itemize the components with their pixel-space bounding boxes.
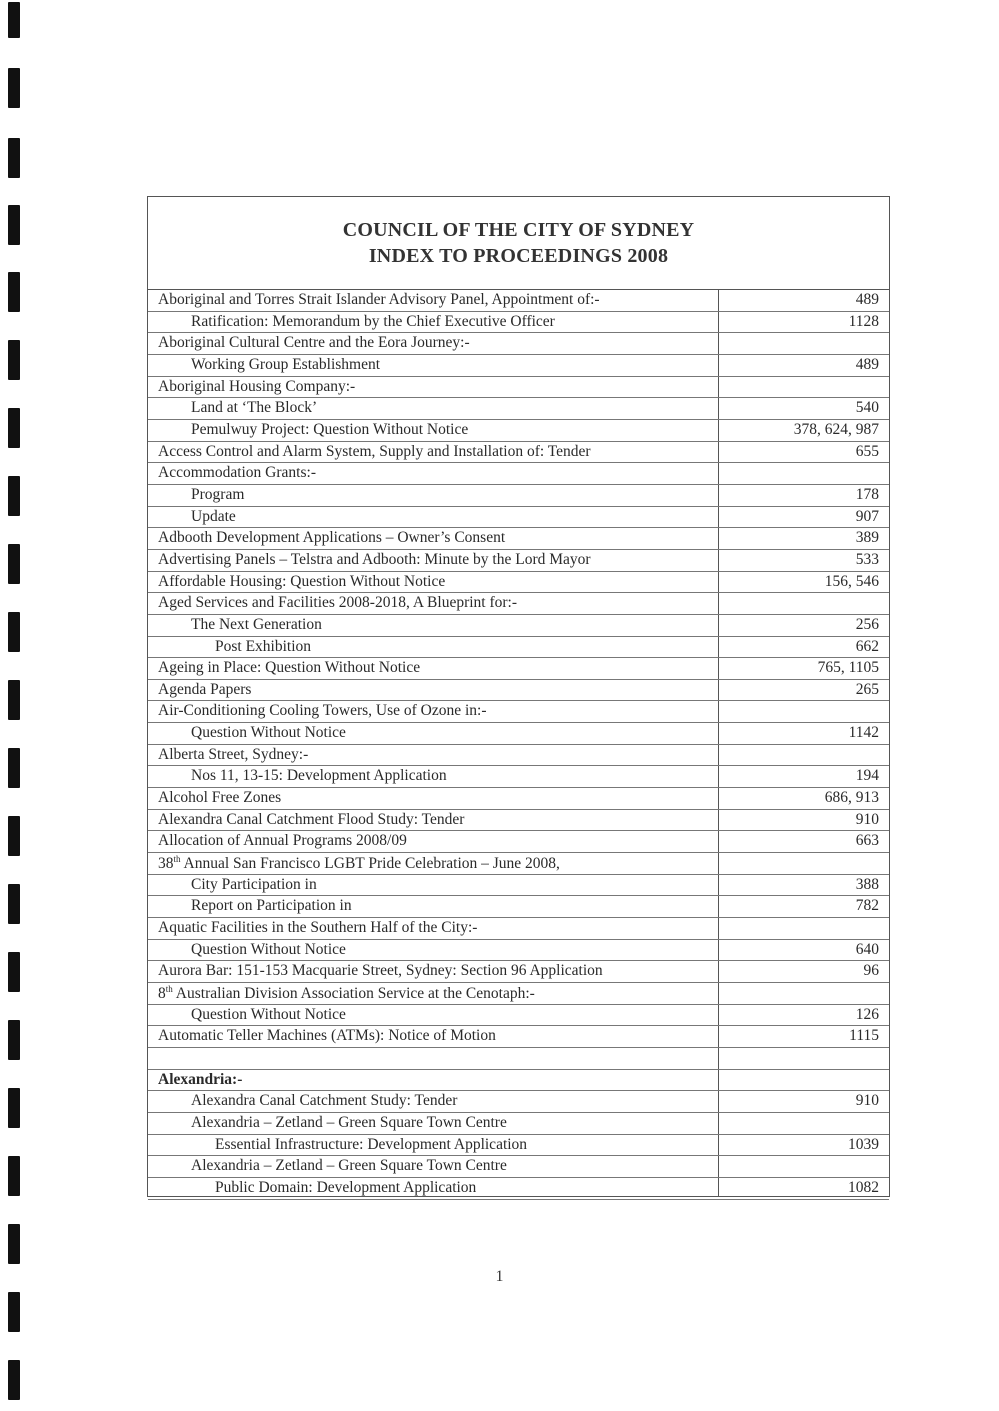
entry-text: Land at ‘The Block’ xyxy=(191,399,318,417)
entry-pages: 540 xyxy=(855,399,879,417)
entry-pages: 1039 xyxy=(848,1135,879,1153)
document-title: COUNCIL OF THE CITY OF SYDNEY xyxy=(342,219,695,241)
entry-text: The Next Generation xyxy=(191,615,322,633)
index-row xyxy=(148,1156,889,1178)
entry-text: Air-Conditioning Cooling Towers, Use of Ozone in:- xyxy=(158,702,487,720)
entry-pages: 388 xyxy=(855,875,879,893)
entry-pages: 662 xyxy=(855,637,879,655)
index-row xyxy=(148,463,889,485)
entry-pages: 489 xyxy=(855,355,879,373)
entry-pages: 655 xyxy=(855,442,879,460)
page-number: 1 xyxy=(495,1268,504,1285)
entry-pages: 907 xyxy=(855,507,879,525)
binder-mark xyxy=(8,340,20,380)
entry-ordinal-number: 38 xyxy=(158,855,174,873)
index-row xyxy=(148,896,889,918)
binder-mark xyxy=(8,816,20,856)
entry-pages: 640 xyxy=(855,940,879,958)
entry-text-rest: Australian Division Association Service at the Cenotaph:- xyxy=(172,985,535,1003)
index-row xyxy=(148,377,889,399)
binder-mark xyxy=(8,612,20,652)
index-row xyxy=(148,333,889,355)
entry-text: Affordable Housing: Question Without Notice xyxy=(158,572,446,590)
entry-text: Accommodation Grants:- xyxy=(158,464,316,482)
index-row xyxy=(148,1070,889,1092)
entry-pages: 96 xyxy=(863,962,879,980)
index-row xyxy=(148,572,889,594)
ordinal-suffix: th xyxy=(165,984,173,994)
entry-text: Aurora Bar: 151-153 Macquarie Street, Sydney: Section 96 Application xyxy=(158,962,603,980)
index-row xyxy=(148,398,889,420)
entry-text: Public Domain: Development Application xyxy=(215,1178,477,1196)
index-row xyxy=(148,507,889,529)
entry-pages: 265 xyxy=(855,680,879,698)
entry-text: Question Without Notice xyxy=(191,1005,346,1023)
index-row xyxy=(148,983,889,1005)
index-row xyxy=(148,701,889,723)
document-subtitle: INDEX TO PROCEEDINGS 2008 xyxy=(368,245,669,267)
index-row xyxy=(148,1048,889,1070)
binder-mark xyxy=(8,544,20,584)
entry-text xyxy=(158,854,560,873)
entry-text: Alexandra Canal Catchment Flood Study: Tender xyxy=(158,810,465,828)
entry-text: Pemulwuy Project: Question Without Notice xyxy=(191,420,469,438)
entry-text: Ageing in Place: Question Without Notice xyxy=(158,659,421,677)
entry-pages: 686, 913 xyxy=(824,789,879,807)
index-row xyxy=(148,831,889,853)
index-row xyxy=(148,940,889,962)
index-row xyxy=(148,442,889,464)
entry-pages: 126 xyxy=(855,1005,879,1023)
entry-pages: 256 xyxy=(855,615,879,633)
entry-pages: 389 xyxy=(855,529,879,547)
entry-text: Program xyxy=(191,485,245,503)
entry-text: Access Control and Alarm System, Supply and Installation of: Tender xyxy=(158,442,591,460)
entry-pages: 489 xyxy=(855,291,879,308)
entry-text: Aboriginal and Torres Strait Islander Advisory Panel, Appointment of:- xyxy=(158,291,600,308)
entry-pages: 1115 xyxy=(849,1027,879,1045)
index-row xyxy=(148,766,889,788)
ordinal-suffix: th xyxy=(173,854,181,865)
index-row xyxy=(148,312,889,334)
entry-text: Update xyxy=(191,507,236,525)
entry-pages: 910 xyxy=(855,1092,879,1110)
index-row xyxy=(148,615,889,637)
index-row xyxy=(148,528,889,550)
entry-text: Allocation of Annual Programs 2008/09 xyxy=(158,832,407,850)
index-row xyxy=(148,745,889,767)
index-row xyxy=(148,810,889,832)
index-row xyxy=(148,1178,889,1200)
binder-mark xyxy=(8,1292,20,1332)
index-row xyxy=(148,1091,889,1113)
entry-text: Question Without Notice xyxy=(191,724,346,742)
binder-mark xyxy=(8,1020,20,1060)
index-row xyxy=(148,593,889,615)
index-row xyxy=(148,961,889,983)
entry-pages: 178 xyxy=(855,485,879,503)
entry-text: Alexandria:- xyxy=(158,1070,243,1088)
entry-text: Aged Services and Facilities 2008-2018, A Blueprint for:- xyxy=(158,594,518,612)
binder-mark xyxy=(8,1156,20,1196)
index-row xyxy=(148,1005,889,1027)
entry-text xyxy=(158,984,535,1003)
binder-mark xyxy=(8,1088,20,1128)
index-row xyxy=(148,680,889,702)
entry-pages: 1142 xyxy=(848,724,879,742)
entry-ordinal-number: 8 xyxy=(158,985,166,1003)
binder-mark xyxy=(8,884,20,924)
entry-pages: 765, 1105 xyxy=(817,659,879,677)
index-row xyxy=(148,723,889,745)
index-row xyxy=(148,485,889,507)
index-row xyxy=(148,550,889,572)
index-row xyxy=(148,1113,889,1135)
index-row xyxy=(148,875,889,897)
entry-pages: 533 xyxy=(855,550,879,568)
binder-mark xyxy=(8,1360,20,1400)
entry-text: Adbooth Development Applications – Owner’s Consent xyxy=(158,529,506,547)
index-rows xyxy=(148,290,889,1200)
entry-text: Essential Infrastructure: Development Application xyxy=(215,1135,528,1153)
binder-mark xyxy=(8,272,20,312)
entry-text: Post Exhibition xyxy=(215,637,312,655)
index-row xyxy=(148,1135,889,1157)
entry-text: Aquatic Facilities in the Southern Half of the City:- xyxy=(158,919,478,937)
index-row xyxy=(148,853,889,875)
binder-mark xyxy=(8,1224,20,1264)
entry-text: Aboriginal Cultural Centre and the Eora Journey:- xyxy=(158,334,470,352)
binder-mark xyxy=(8,476,20,516)
index-row xyxy=(148,355,889,377)
entry-pages: 1128 xyxy=(848,312,879,330)
entry-text: Advertising Panels – Telstra and Adbooth: Minute by the Lord Mayor xyxy=(158,550,591,568)
entry-pages: 663 xyxy=(855,832,879,850)
index-header xyxy=(148,197,889,289)
index-row xyxy=(148,788,889,810)
entry-text: Agenda Papers xyxy=(158,680,252,698)
index-table xyxy=(147,196,890,1197)
entry-pages: 1082 xyxy=(848,1178,879,1196)
index-row xyxy=(148,420,889,442)
index-row xyxy=(148,290,889,312)
entry-pages: 910 xyxy=(855,810,879,828)
entry-text: Automatic Teller Machines (ATMs): Notice of Motion xyxy=(158,1027,496,1045)
entry-text: Alexandria – Zetland – Green Square Town Centre xyxy=(191,1157,507,1175)
entry-text: Question Without Notice xyxy=(191,940,346,958)
entry-pages: 782 xyxy=(855,897,879,915)
binder-mark xyxy=(8,408,20,448)
entry-text: Alexandra Canal Catchment Study: Tender xyxy=(191,1092,458,1110)
binder-mark xyxy=(8,138,20,178)
index-row xyxy=(148,637,889,659)
binder-mark xyxy=(8,680,20,720)
index-row xyxy=(148,918,889,940)
entry-text: City Participation in xyxy=(191,875,317,893)
binder-mark xyxy=(8,952,20,992)
entry-text: Alberta Street, Sydney:- xyxy=(158,745,309,763)
entry-pages: 156, 546 xyxy=(824,572,879,590)
binder-mark xyxy=(8,205,20,245)
entry-text: Working Group Establishment xyxy=(191,355,381,373)
binder-mark xyxy=(8,68,20,108)
entry-pages: 378, 624, 987 xyxy=(793,420,879,438)
entry-text: Alcohol Free Zones xyxy=(158,789,282,807)
entry-text: Report on Participation in xyxy=(191,897,352,915)
index-row xyxy=(148,1026,889,1048)
entry-text: Ratification: Memorandum by the Chief Executive Officer xyxy=(191,312,555,330)
entry-pages: 194 xyxy=(855,767,879,785)
index-row xyxy=(148,658,889,680)
binder-mark xyxy=(8,2,20,38)
binder-mark xyxy=(8,748,20,788)
entry-text-rest: Annual San Francisco LGBT Pride Celebration – June 2008, xyxy=(180,855,560,873)
entry-text: Aboriginal Housing Company:- xyxy=(158,377,356,395)
entry-text: Nos 11, 13-15: Development Application xyxy=(191,767,447,785)
entry-text: Alexandria – Zetland – Green Square Town Centre xyxy=(191,1113,507,1131)
